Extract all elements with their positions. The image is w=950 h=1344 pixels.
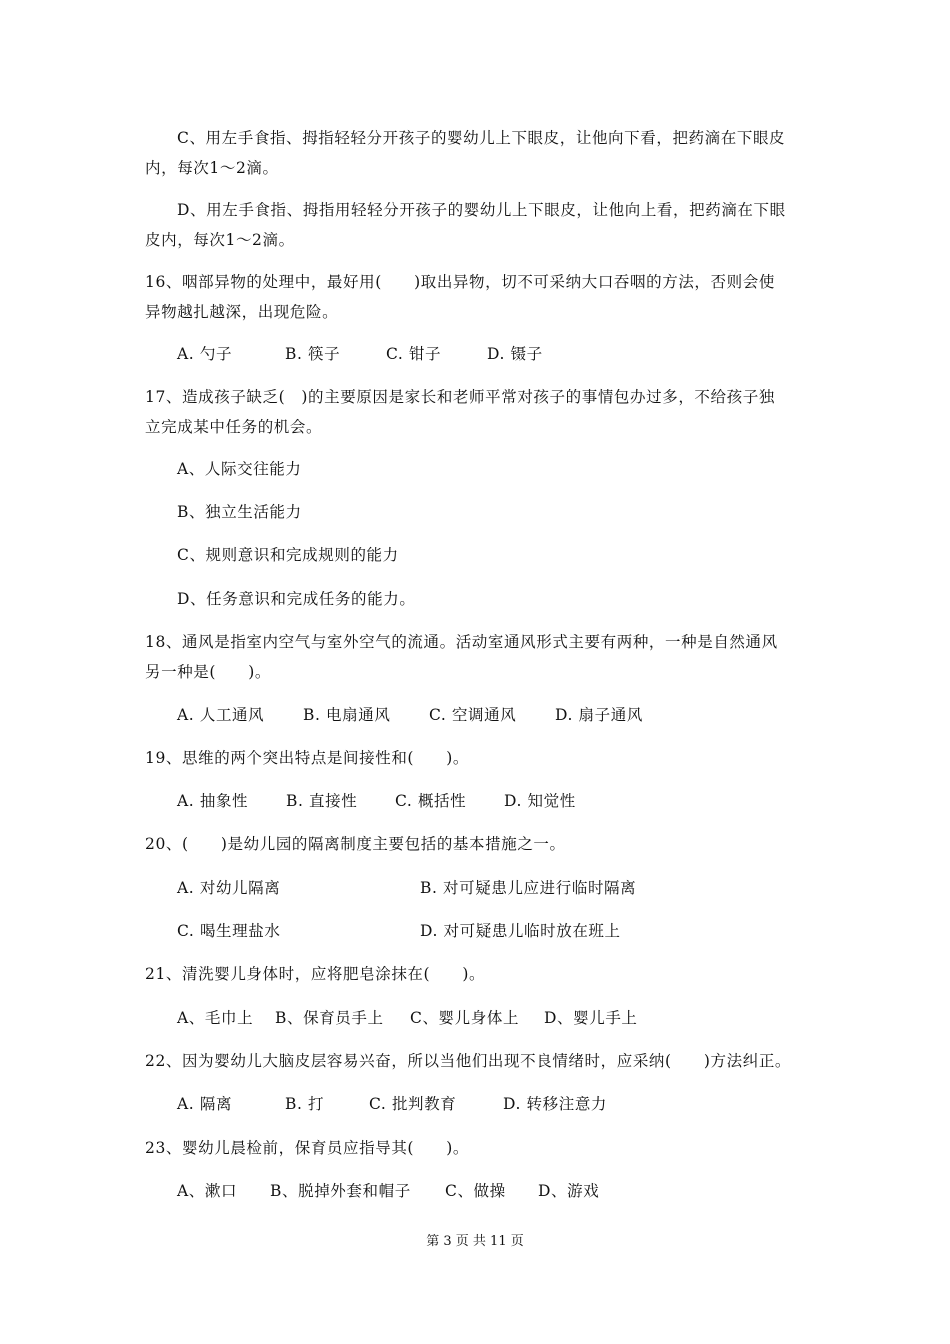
- question-17-cont: 立完成某中任务的机会。: [145, 418, 323, 436]
- option: D、婴儿手上: [544, 1009, 638, 1027]
- option: A. 抽象性: [177, 792, 249, 810]
- option: A. 隔离: [177, 1095, 233, 1113]
- option: C. 钳子: [386, 345, 442, 363]
- option: A. 勺子: [177, 345, 233, 363]
- q16-options: [177, 342, 543, 364]
- option: A、漱口: [177, 1182, 238, 1200]
- option: C、规则意识和完成规则的能力: [177, 546, 399, 564]
- question-22: 22、因为婴幼儿大脑皮层容易兴奋，所以当他们出现不良情绪时，应采纳( )方法纠正。: [145, 1052, 792, 1070]
- q18-options: [177, 703, 643, 725]
- question-18-cont: 另一种是( )。: [145, 663, 271, 681]
- option: C. 空调通风: [429, 706, 517, 724]
- option: D. 知觉性: [504, 792, 576, 810]
- option: A、毛巾上: [177, 1009, 254, 1027]
- option: B. 直接性: [286, 792, 358, 810]
- option: C. 喝生理盐水: [177, 922, 281, 940]
- q22-options: [177, 1092, 607, 1114]
- question-17: 17、造成孩子缺乏( )的主要原因是家长和老师平常对孩子的事情包办过多，不给孩子独: [145, 388, 775, 406]
- q19-options: [177, 789, 576, 811]
- option: D. 对可疑患儿临时放在班上: [420, 922, 621, 940]
- text-line: C、用左手食指、拇指轻轻分开孩子的婴幼儿上下眼皮，让他向下看，把药滴在下眼皮: [177, 129, 786, 147]
- question-16-cont: 异物越扎越深，出现危险。: [145, 303, 339, 321]
- option: D、任务意识和完成任务的能力。: [177, 590, 416, 608]
- option: B. 对可疑患儿应进行临时隔离: [420, 879, 637, 897]
- option: A. 对幼儿隔离: [177, 879, 281, 897]
- option: B. 筷子: [285, 345, 341, 363]
- q21-options: [177, 1006, 638, 1028]
- option: C、做操: [445, 1182, 506, 1200]
- question-19: 19、思维的两个突出特点是间接性和( )。: [145, 749, 470, 767]
- option: B、保育员手上: [275, 1009, 384, 1027]
- question-21: 21、清洗婴儿身体时，应将肥皂涂抹在( )。: [145, 965, 486, 983]
- option: D. 转移注意力: [503, 1095, 608, 1113]
- option: D. 镊子: [487, 345, 543, 363]
- option: A. 人工通风: [177, 706, 265, 724]
- option: A、人际交往能力: [177, 460, 302, 478]
- question-23: 23、婴幼儿晨检前，保育员应指导其( )。: [145, 1139, 470, 1157]
- question-18: 18、通风是指室内空气与室外空气的流通。活动室通风形式主要有两种，一种是自然通风: [145, 633, 778, 651]
- option: D. 扇子通风: [555, 706, 643, 724]
- text-line: 皮内，每次1～2滴。: [145, 231, 295, 249]
- option: B、脱掉外套和帽子: [270, 1182, 411, 1200]
- page-number-footer: 第 3 页 共 11 页: [426, 1234, 524, 1249]
- option: C. 概括性: [395, 792, 467, 810]
- question-16: 16、咽部异物的处理中，最好用( )取出异物，切不可采纳大口吞咽的方法，否则会使: [145, 273, 775, 291]
- option: C、婴儿身体上: [410, 1009, 520, 1027]
- question-20: 20、( )是幼儿园的隔离制度主要包括的基本措施之一。: [145, 835, 566, 853]
- option: B. 电扇通风: [303, 706, 391, 724]
- q23-options: [177, 1179, 599, 1201]
- option: B. 打: [285, 1095, 325, 1113]
- text-line: D、用左手食指、拇指用轻轻分开孩子的婴幼儿上下眼皮，让他向上看，把药滴在下眼: [177, 201, 786, 219]
- option: B、独立生活能力: [177, 503, 302, 521]
- option: D、游戏: [538, 1182, 600, 1200]
- option: C. 批判教育: [369, 1095, 457, 1113]
- text-line: 内，每次1～2滴。: [145, 159, 279, 177]
